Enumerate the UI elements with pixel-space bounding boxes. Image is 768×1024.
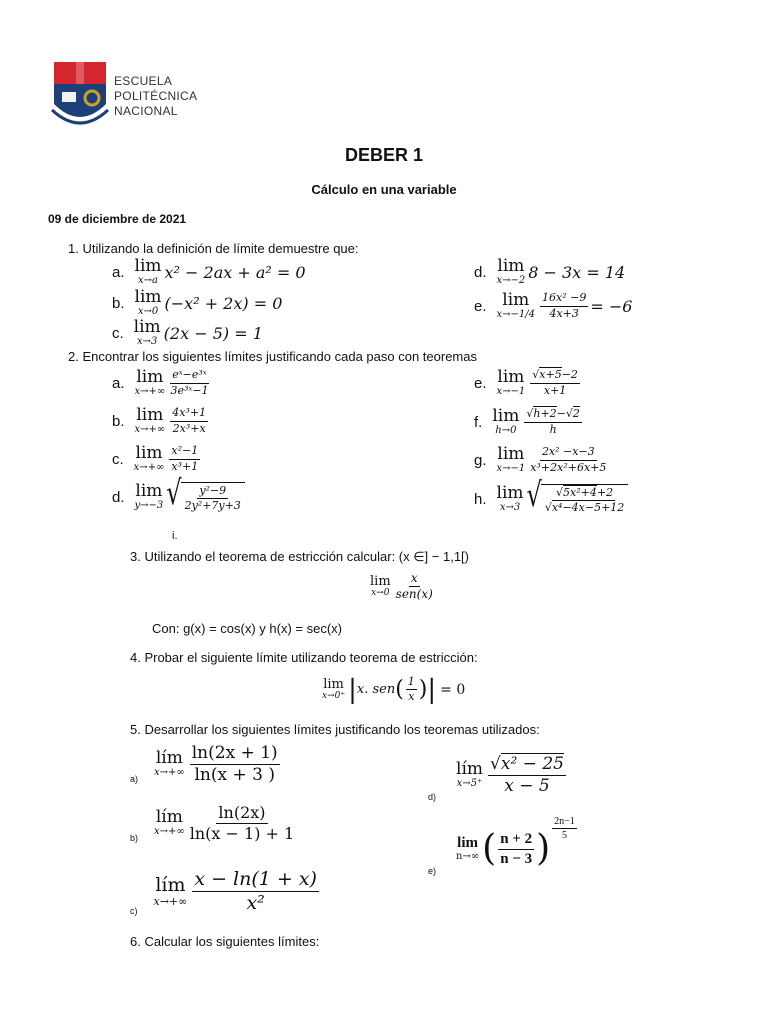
radical-icon: √ (526, 475, 542, 515)
limit-operator (456, 836, 479, 862)
limit-operator (497, 446, 526, 474)
radical-icon: √ (526, 407, 534, 421)
lim-word: lim (457, 835, 479, 851)
limit-operator (322, 678, 345, 701)
document-date: 09 de diciembre de 2021 (48, 212, 187, 226)
fraction (192, 869, 319, 914)
item-label: c. (112, 324, 124, 342)
limit-operator (497, 258, 526, 286)
q5-item-d (428, 748, 568, 802)
lim-subscript: x→−1 (496, 463, 526, 474)
limit-operator (135, 407, 166, 435)
paren-open-icon: ( (395, 676, 404, 702)
fraction (169, 445, 200, 472)
limit-operator (134, 445, 165, 473)
q1-item-c (112, 319, 263, 347)
q2-item-b (112, 407, 210, 435)
lim-subscript: y→−3 (134, 500, 164, 512)
item-label: d) (428, 792, 437, 802)
page-title: DEBER 1 (344, 145, 424, 165)
lim-subscript: n→∞ (456, 851, 480, 862)
item-label: c. (112, 450, 124, 468)
radical-icon: √ (544, 501, 552, 515)
q5-item-c (130, 866, 321, 916)
denominator: x − 5 (504, 775, 550, 796)
fraction (498, 831, 534, 867)
item-label: f. (474, 413, 483, 431)
lim-subscript: x→−1/4 (496, 309, 536, 320)
minus-sign: − (556, 407, 566, 421)
radicand: x+5 (539, 368, 562, 382)
fraction (185, 485, 241, 512)
denominator: 2y²+7y+3 (184, 499, 241, 513)
fraction (530, 446, 606, 473)
lim-word: lim (497, 367, 525, 387)
lim-word: lím (456, 759, 484, 779)
question-6-text: 6. Calcular los siguientes límites: (130, 934, 320, 949)
numerator: 1 (406, 676, 417, 690)
rhs: = 0 (440, 681, 466, 698)
lim-subscript: x→−1 (496, 386, 526, 397)
fraction (406, 676, 417, 703)
lim-subscript: x→+∞ (133, 462, 165, 473)
lim-subscript: h→0 (495, 425, 517, 436)
lim-subscript: x→a (138, 275, 158, 286)
lim-subscript: x→3 (136, 336, 158, 347)
limit-operator (370, 575, 391, 598)
denominator: 4x+3 (549, 306, 579, 320)
question-2-text: 2. Encontrar los siguientes límites justificando cada paso con teoremas (68, 349, 477, 364)
limit-operator (135, 369, 166, 397)
institution-name (114, 74, 197, 119)
fraction (524, 408, 582, 435)
q1-item-e (474, 292, 632, 320)
denominator-tail: +12 (601, 501, 625, 515)
lim-word: lim (136, 405, 164, 425)
q3-limit (370, 572, 435, 601)
q5-item-a (130, 744, 282, 784)
denominator: 2x³+x (172, 421, 206, 435)
denominator: ln(x − 1) + 1 (189, 823, 295, 843)
question-3-text: 3. Utilizando el teorema de estricción calcular: (x ∈] − 1,1[) (130, 549, 469, 564)
expression: 8 − 3x = 14 (528, 262, 626, 282)
radical-icon: √ (565, 407, 573, 421)
lim-subscript: x→3 (499, 502, 521, 514)
fraction (190, 744, 280, 784)
item-label: d. (112, 488, 125, 506)
numerator: y²−9 (197, 485, 228, 499)
lim-word: lim (370, 574, 391, 590)
limit-operator (497, 485, 524, 513)
limit-operator (497, 369, 526, 397)
radicand: x² − 25 (500, 753, 564, 774)
item-label: a. (112, 263, 125, 281)
q1-item-a (112, 258, 306, 286)
lim-word: lim (135, 481, 163, 502)
lim-word: lim (323, 677, 344, 693)
question-4-text: 4. Probar el siguiente límite utilizando teorema de estricción: (130, 650, 478, 665)
limit-operator (456, 761, 483, 789)
denominator: 3e³ˣ−1 (170, 383, 209, 397)
numerator: 2x² −x−3 (540, 446, 597, 460)
school-line-2: POLITÉCNICA (114, 89, 198, 103)
lim-subscript: x→0⁺ (322, 691, 346, 702)
item-label: e. (474, 297, 487, 315)
denominator: sen(x) (395, 587, 433, 602)
q5-item-e (428, 816, 579, 876)
radicand: 5x²+4 (563, 486, 597, 499)
lim-word: lím (155, 748, 183, 769)
denominator: x³+1 (171, 459, 199, 473)
expression: (−x² + 2x) = 0 (164, 293, 283, 313)
paren-close-icon: ) (536, 828, 551, 869)
denominator: n − 3 (500, 850, 533, 867)
fraction (530, 369, 580, 396)
item-label: c) (130, 906, 138, 916)
fraction (488, 755, 566, 795)
q5-item-b (130, 803, 296, 843)
lim-word: lím (155, 807, 183, 827)
abs-bar-icon: | (348, 674, 357, 705)
numerator: 16x² −9 (540, 292, 588, 306)
crest-icon (50, 60, 110, 132)
lim-word: lim (134, 287, 162, 307)
denominator: x² (246, 891, 265, 914)
exp-denominator: 5 (561, 830, 567, 841)
lim-subscript: x→+∞ (134, 424, 166, 435)
q2-item-f (474, 408, 584, 436)
item-label: d. (474, 263, 487, 281)
limit-operator (497, 292, 536, 320)
numerator: n + 2 (498, 831, 534, 850)
q2-item-g (474, 446, 608, 474)
radical-icon: √ (532, 368, 540, 382)
institution-logo (50, 60, 110, 132)
denominator: ln(x + 3 ) (194, 764, 275, 785)
fraction (190, 804, 294, 842)
radicand-b: 2 (572, 407, 580, 421)
q2-item-e (474, 369, 582, 397)
numerator-tail: −2 (561, 368, 578, 382)
denominator: h (549, 422, 557, 436)
abs-bar-icon: | (427, 674, 437, 705)
lim-word: lim (497, 256, 525, 276)
square-root (166, 473, 245, 513)
exponent-fraction (552, 816, 577, 841)
lim-word: lim (134, 256, 162, 276)
expression: (2x − 5) = 1 (163, 323, 263, 343)
item-label: e. (474, 374, 487, 392)
q1-item-d (474, 258, 625, 286)
limit-operator (492, 408, 519, 436)
lim-word: lím (155, 873, 186, 896)
school-line-3: NACIONAL (114, 104, 178, 118)
denominator: x³+2x²+6x+5 (530, 460, 607, 474)
lim-subscript: x→0 (371, 588, 390, 599)
item-label: g. (474, 451, 487, 469)
question-5-text: 5. Desarrollar los siguientes límites justificando los teoremas utilizados: (130, 722, 540, 737)
school-line-1: ESCUELA (114, 74, 173, 88)
q2-item-d (112, 473, 245, 513)
fraction (170, 407, 208, 434)
denominator: x+1 (543, 383, 567, 397)
den-radicand: x⁴−4x−5 (551, 501, 602, 515)
exp-numerator: 2n−1 (554, 816, 575, 827)
lim-subscript: x→+∞ (153, 894, 188, 908)
paren-close-icon: ) (418, 676, 428, 702)
lim-subscript: x→0 (137, 306, 159, 317)
numerator: x²−1 (169, 445, 200, 459)
limit-operator (135, 289, 162, 317)
fraction (170, 369, 208, 396)
lim-word: lim (492, 406, 520, 426)
expression: x² − 2ax + a² = 0 (164, 262, 306, 282)
square-root (526, 475, 629, 515)
item-label: e) (428, 866, 437, 876)
item-label: a) (130, 774, 139, 785)
item-label: a. (112, 374, 125, 392)
radical-icon: √ (490, 753, 501, 774)
lim-word: lim (133, 317, 161, 337)
page-subtitle: Cálculo en una variable (311, 182, 457, 197)
q2-item-i: i. (172, 530, 178, 542)
limit-operator (154, 750, 185, 778)
fraction (540, 292, 588, 319)
radicand-a: h+2 (533, 407, 557, 421)
lim-word: lim (502, 290, 530, 310)
lim-word: lim (136, 367, 164, 387)
radical-icon: √ (556, 486, 564, 499)
q3-condition: Con: g(x) = cos(x) y h(x) = sec(x) (152, 621, 342, 636)
numerator: ln(2x) (218, 802, 266, 822)
q2-item-c (112, 445, 202, 473)
denominator: x (408, 690, 415, 704)
rhs: = −6 (590, 296, 633, 316)
numerator: 4x³+1 (170, 407, 208, 421)
q2-item-a (112, 369, 211, 397)
item-label: b) (130, 833, 139, 843)
numerator: x (409, 572, 420, 587)
lim-word: lim (497, 444, 525, 464)
lim-word: lim (135, 443, 163, 463)
paren-open-icon: ( (482, 828, 497, 869)
item-label: b. (112, 294, 125, 312)
lim-subscript: x→+∞ (134, 386, 166, 397)
lim-subscript: x→+∞ (154, 826, 185, 837)
limit-operator (135, 258, 162, 286)
limit-operator (135, 483, 164, 511)
limit-operator (134, 319, 161, 347)
q4-limit (322, 676, 465, 703)
lim-subscript: x→+∞ (154, 767, 185, 779)
numerator-tail: +2 (596, 486, 614, 499)
lim-subscript: x→−2 (496, 275, 526, 286)
numerator: x − ln(1 + x) (194, 867, 317, 890)
limit-operator (153, 873, 188, 908)
lim-subscript: x→5⁺ (456, 778, 483, 789)
radical-icon: √ (166, 473, 182, 513)
question-1-text: 1. Utilizando la definición de límite demuestre que: (68, 241, 359, 256)
fraction (396, 572, 433, 601)
q2-item-h (474, 475, 628, 515)
numerator: ln(2x + 1) (191, 743, 278, 763)
limit-operator (154, 809, 185, 837)
expression: x. sen (356, 682, 396, 698)
fraction (545, 487, 624, 514)
lim-word: lim (496, 483, 524, 504)
item-label: b. (112, 412, 125, 430)
numerator: eˣ−e³ˣ (170, 369, 208, 383)
item-label: h. (474, 490, 487, 508)
q1-item-b (112, 289, 282, 317)
